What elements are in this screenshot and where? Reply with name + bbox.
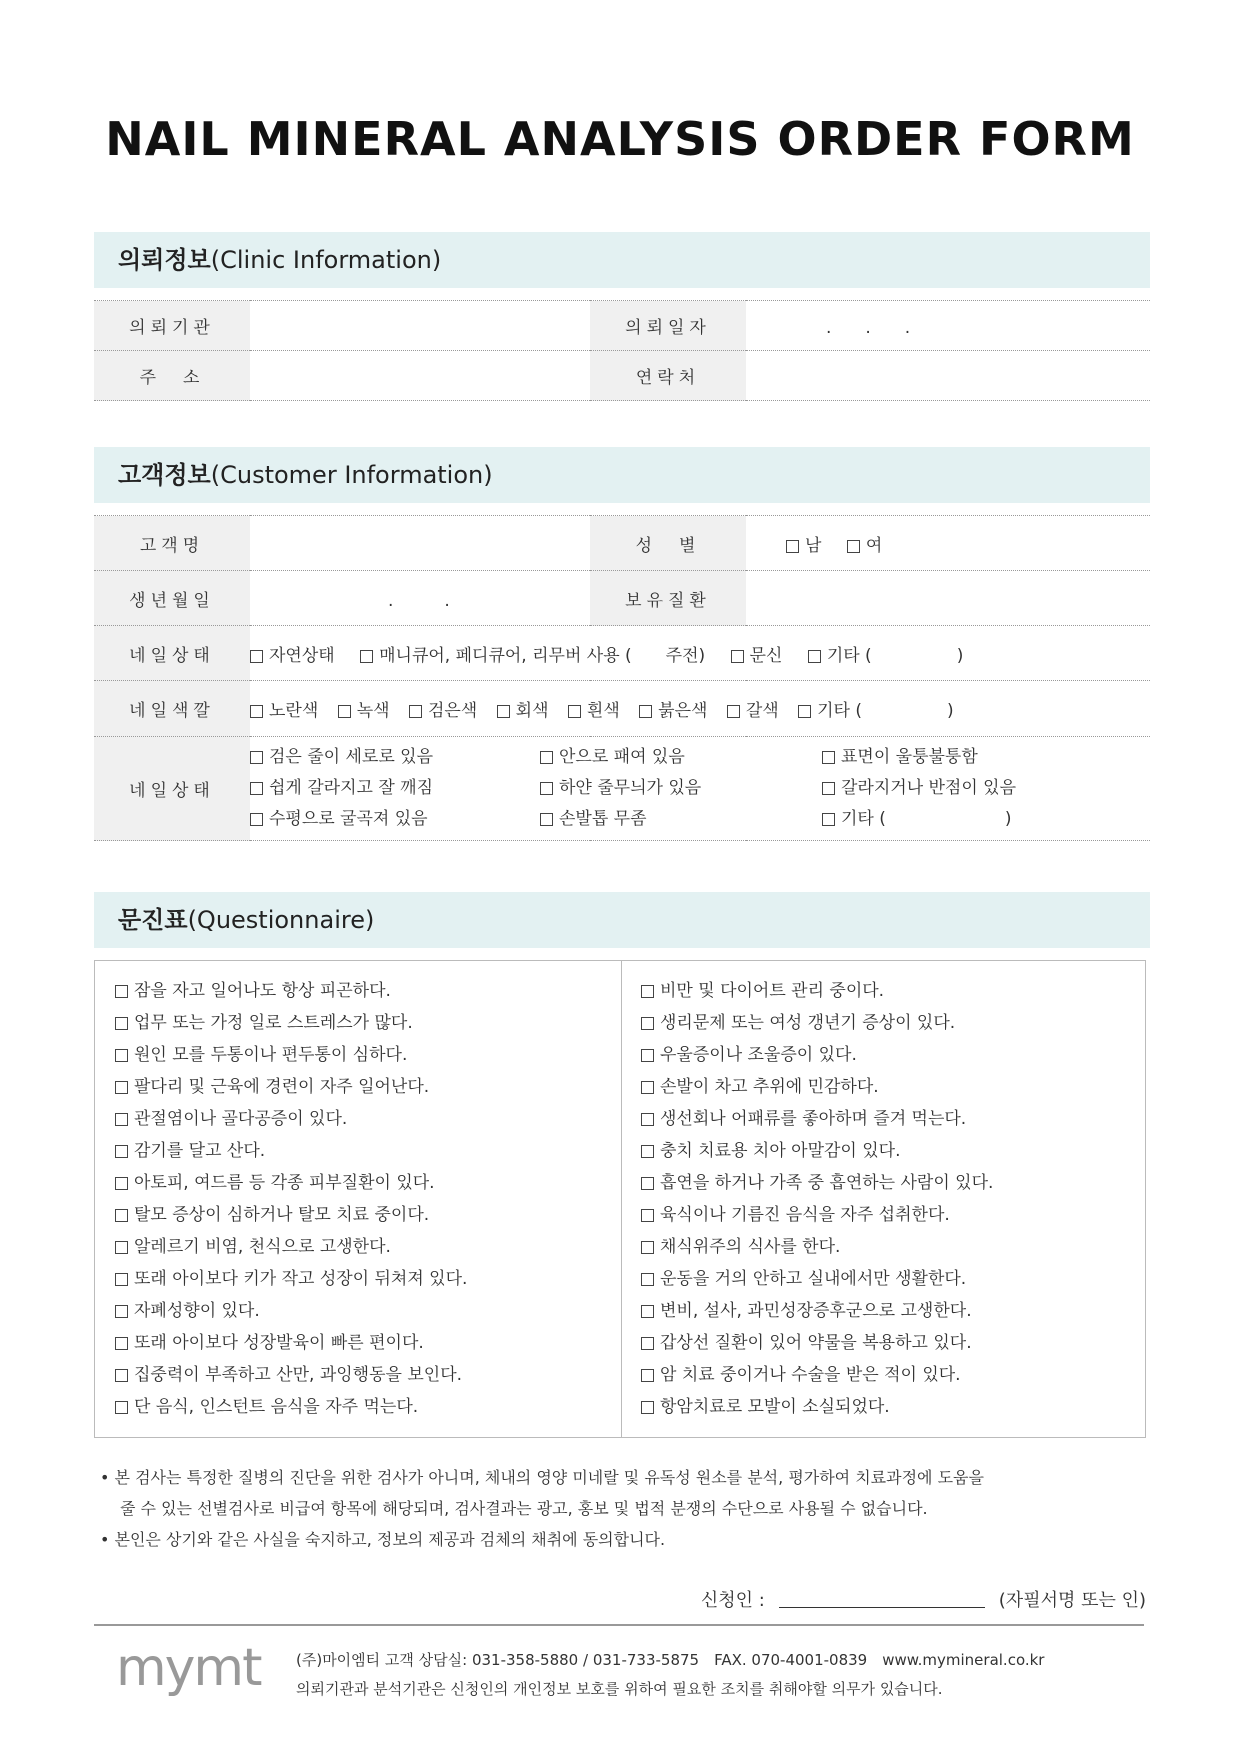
customer-heading-en: (Customer Information) xyxy=(210,461,493,489)
nail-color-option[interactable]: 기타 ( ) xyxy=(798,696,954,721)
nail-state2-option[interactable]: 기타 ( ) xyxy=(822,804,1016,835)
checkbox-icon[interactable] xyxy=(639,705,652,718)
footer-privacy: 의뢰기관과 분석기관은 신청인의 개인정보 보호를 위하여 필요한 조치를 취해야할 의무가 있습니다. xyxy=(296,1680,943,1698)
checkbox-icon[interactable] xyxy=(250,782,263,795)
questionnaire-box xyxy=(94,960,1146,1438)
note-line: • 본 검사는 특정한 질병의 진단을 위한 검사가 아니며, 체내의 영양 미네랄 및 유독성 원소를 분석, 평가하여 치료과정에 도움을 xyxy=(100,1468,984,1487)
clinic-table xyxy=(94,300,1150,401)
footer-divider xyxy=(94,1624,1144,1626)
question-item[interactable] xyxy=(115,975,467,1007)
sex-label: 성 별 xyxy=(590,516,746,571)
question-item[interactable] xyxy=(641,1167,993,1199)
question-item[interactable] xyxy=(641,975,993,1007)
notes xyxy=(100,1462,984,1555)
nail-state-option[interactable]: 자연상태 xyxy=(250,641,335,666)
question-text: 업무 또는 가정 일로 스트레스가 많다. xyxy=(134,1013,413,1033)
sex-male-option[interactable]: 남 xyxy=(786,531,821,556)
nail-state-option[interactable]: 문신 xyxy=(731,641,783,666)
question-text: 채식위주의 식사를 한다. xyxy=(660,1237,841,1257)
question-item[interactable] xyxy=(641,1007,993,1039)
customer-section-header xyxy=(94,447,1150,503)
question-item[interactable] xyxy=(115,1071,467,1103)
question-text: 잠을 자고 일어나도 항상 피곤하다. xyxy=(134,981,391,1001)
nail-color-option[interactable]: 회색 xyxy=(497,696,549,721)
nail-state-label: 네일상태 xyxy=(94,626,250,681)
name-field[interactable] xyxy=(250,516,590,571)
question-item[interactable] xyxy=(115,1231,467,1263)
question-item[interactable] xyxy=(641,1391,993,1423)
customer-heading-ko: 고객정보 xyxy=(118,461,211,489)
checkbox-icon[interactable] xyxy=(115,1401,128,1414)
nail-state2-option[interactable]: 갈라지거나 반점이 있음 xyxy=(822,773,1016,804)
question-text: 생리문제 또는 여성 갱년기 증상이 있다. xyxy=(660,1013,956,1033)
checkbox-icon[interactable] xyxy=(540,751,553,764)
signature-line[interactable] xyxy=(779,1589,985,1608)
nail-color-option[interactable]: 검은색 xyxy=(409,696,477,721)
checkbox-icon[interactable] xyxy=(808,650,821,663)
checkbox-icon[interactable] xyxy=(115,1241,128,1254)
question-text: 또래 아이보다 성장발육이 빠른 편이다. xyxy=(134,1333,424,1353)
clinic-heading-ko: 의뢰정보 xyxy=(118,246,211,274)
question-item[interactable] xyxy=(641,1135,993,1167)
date-field[interactable]: . . . xyxy=(746,301,1150,351)
name-label: 고객명 xyxy=(94,516,250,571)
checkbox-icon[interactable] xyxy=(641,1177,654,1190)
checkbox-icon[interactable] xyxy=(641,1017,654,1030)
signature-suffix: (자필서명 또는 인) xyxy=(998,1590,1146,1611)
nail-color-option[interactable]: 갈색 xyxy=(727,696,779,721)
checkbox-icon[interactable] xyxy=(641,1241,654,1254)
institution-field[interactable] xyxy=(250,301,590,351)
checkbox-icon[interactable] xyxy=(641,1273,654,1286)
question-text: 관절염이나 골다공증이 있다. xyxy=(134,1109,348,1129)
question-item[interactable] xyxy=(115,1135,467,1167)
question-item[interactable] xyxy=(115,1039,467,1071)
question-item[interactable] xyxy=(641,1199,993,1231)
checkbox-icon[interactable] xyxy=(641,985,654,998)
question-item[interactable] xyxy=(641,1263,993,1295)
checkbox-icon[interactable] xyxy=(641,1401,654,1414)
checkbox-icon[interactable] xyxy=(641,1369,654,1382)
question-item[interactable] xyxy=(641,1071,993,1103)
question-item[interactable] xyxy=(115,1295,467,1327)
checkbox-icon[interactable] xyxy=(115,1113,128,1126)
checkbox-icon[interactable] xyxy=(727,705,740,718)
question-text: 자폐성향이 있다. xyxy=(134,1301,260,1321)
nail-color-label: 네일색깔 xyxy=(94,681,250,737)
birth-label: 생년월일 xyxy=(94,571,250,626)
column-divider xyxy=(621,961,622,1437)
customer-table xyxy=(94,515,1150,841)
question-text: 손발이 차고 추위에 민감하다. xyxy=(660,1077,879,1097)
company-logo: mymt xyxy=(116,1638,261,1698)
checkbox-icon[interactable] xyxy=(568,705,581,718)
nail-state2-option[interactable]: 표면이 울퉁불퉁함 xyxy=(822,742,1016,773)
nail-color-option[interactable]: 노란색 xyxy=(250,696,318,721)
nail-color-option[interactable]: 녹색 xyxy=(338,696,390,721)
questionnaire-left-column xyxy=(115,975,467,1423)
question-item[interactable] xyxy=(641,1103,993,1135)
nail-color-option[interactable]: 붉은색 xyxy=(639,696,707,721)
questionnaire-heading-en: (Questionnaire) xyxy=(187,906,375,934)
nail-state2-option[interactable]: 수평으로 굴곡져 있음 xyxy=(250,804,540,835)
applicant-label: 신청인 : xyxy=(700,1590,765,1611)
questionnaire-section-header xyxy=(94,892,1150,948)
sex-female-option[interactable]: 여 xyxy=(847,531,882,556)
contact-field[interactable] xyxy=(746,351,1150,401)
form-title: NAIL MINERAL ANALYSIS ORDER FORM xyxy=(105,112,1135,166)
question-item[interactable] xyxy=(115,1103,467,1135)
date-label: 의뢰일자 xyxy=(590,301,746,351)
question-item[interactable] xyxy=(641,1327,993,1359)
checkbox-icon[interactable] xyxy=(115,1145,128,1158)
question-text: 우울증이나 조울증이 있다. xyxy=(660,1045,857,1065)
checkbox-icon[interactable] xyxy=(641,1337,654,1350)
checkbox-icon[interactable] xyxy=(540,782,553,795)
nail-state2-option[interactable]: 검은 줄이 세로로 있음 xyxy=(250,742,540,773)
question-text: 탈모 증상이 심하거나 탈모 치료 중이다. xyxy=(134,1205,430,1225)
birth-field[interactable]: . . xyxy=(250,571,590,626)
checkbox-icon[interactable] xyxy=(822,782,835,795)
question-text: 생선회나 어패류를 좋아하며 즐겨 먹는다. xyxy=(660,1109,967,1129)
checkbox-icon[interactable] xyxy=(115,1273,128,1286)
checkbox-icon[interactable] xyxy=(641,1145,654,1158)
checkbox-icon[interactable] xyxy=(115,1081,128,1094)
clinic-section-header xyxy=(94,232,1150,288)
question-text: 항암치료로 모발이 소실되었다. xyxy=(660,1397,890,1417)
checkbox-icon[interactable] xyxy=(641,1113,654,1126)
questionnaire-heading-ko: 문진표 xyxy=(118,906,188,934)
checkbox-icon[interactable] xyxy=(115,1369,128,1382)
address-label: 주 소 xyxy=(94,351,250,401)
nail-state-option[interactable]: 기타 ( ) xyxy=(808,641,964,666)
question-item[interactable] xyxy=(115,1007,467,1039)
question-item[interactable] xyxy=(115,1199,467,1231)
note-line: • 본인은 상기와 같은 사실을 숙지하고, 정보의 제공과 검체의 채취에 동의합니다. xyxy=(100,1530,666,1549)
checkbox-icon[interactable] xyxy=(847,540,860,553)
checkbox-icon[interactable] xyxy=(786,540,799,553)
checkbox-icon[interactable] xyxy=(250,650,263,663)
checkbox-icon[interactable] xyxy=(115,1177,128,1190)
question-text: 충치 치료용 치아 아말감이 있다. xyxy=(660,1141,901,1161)
checkbox-icon[interactable] xyxy=(360,650,373,663)
nail-color-option[interactable]: 흰색 xyxy=(568,696,620,721)
question-text: 알레르기 비염, 천식으로 고생한다. xyxy=(134,1237,391,1257)
address-field[interactable] xyxy=(250,351,590,401)
question-text: 흡연을 하거나 가족 중 흡연하는 사람이 있다. xyxy=(660,1173,994,1193)
checkbox-icon[interactable] xyxy=(115,1049,128,1062)
question-item[interactable] xyxy=(641,1231,993,1263)
note-line: 줄 수 있는 선별검사로 비급여 항목에 해당되며, 검사결과는 광고, 홍보 및 법적 분쟁의 수단으로 사용될 수 없습니다. xyxy=(120,1499,928,1518)
question-text: 변비, 설사, 과민성장증후군으로 고생한다. xyxy=(660,1301,972,1321)
nail-state2-option[interactable]: 쉽게 갈라지고 잘 깨짐 xyxy=(250,773,540,804)
checkbox-icon[interactable] xyxy=(822,813,835,826)
checkbox-icon[interactable] xyxy=(641,1305,654,1318)
question-item[interactable] xyxy=(115,1263,467,1295)
checkbox-icon[interactable] xyxy=(115,985,128,998)
question-text: 감기를 달고 산다. xyxy=(134,1141,266,1161)
checkbox-icon[interactable] xyxy=(115,1305,128,1318)
checkbox-icon[interactable] xyxy=(250,751,263,764)
question-item[interactable] xyxy=(641,1039,993,1071)
checkbox-icon[interactable] xyxy=(540,813,553,826)
checkbox-icon[interactable] xyxy=(641,1081,654,1094)
footer-contact: (주)마이엠티 고객 상담실: 031-358-5880 / 031-733-5875 FAX. 070-4001-0839 www.mymineral.co.kr xyxy=(296,1651,1045,1669)
question-item[interactable] xyxy=(115,1327,467,1359)
checkbox-icon[interactable] xyxy=(250,705,263,718)
question-text: 또래 아이보다 키가 작고 성장이 뒤쳐져 있다. xyxy=(134,1269,468,1289)
contact-label: 연락처 xyxy=(590,351,746,401)
question-text: 비만 및 다이어트 관리 중이다. xyxy=(660,981,885,1001)
checkbox-icon[interactable] xyxy=(822,751,835,764)
question-text: 원인 모를 두통이나 편두통이 심하다. xyxy=(134,1045,408,1065)
question-text: 아토피, 여드름 등 각종 피부질환이 있다. xyxy=(134,1173,435,1193)
question-text: 육식이나 기름진 음식을 자주 섭취한다. xyxy=(660,1205,950,1225)
checkbox-icon[interactable] xyxy=(641,1209,654,1222)
checkbox-icon[interactable] xyxy=(115,1337,128,1350)
question-item[interactable] xyxy=(641,1295,993,1327)
question-item[interactable] xyxy=(641,1359,993,1391)
nail-state2-option[interactable]: 손발톱 무좀 xyxy=(540,804,822,835)
nail-state2-option[interactable]: 하얀 줄무늬가 있음 xyxy=(540,773,822,804)
checkbox-icon[interactable] xyxy=(497,705,510,718)
question-text: 암 치료 중이거나 수술을 받은 적이 있다. xyxy=(660,1365,961,1385)
questionnaire-right-column xyxy=(641,975,993,1423)
checkbox-icon[interactable] xyxy=(250,813,263,826)
signature-area xyxy=(701,1586,1146,1612)
question-text: 팔다리 및 근육에 경련이 자주 일어난다. xyxy=(134,1077,430,1097)
nail-state2-label: 네일상태 xyxy=(94,737,250,841)
institution-label: 의뢰기관 xyxy=(94,301,250,351)
disease-field[interactable] xyxy=(746,571,1150,626)
checkbox-icon[interactable] xyxy=(731,650,744,663)
nail-state2-option[interactable]: 안으로 패여 있음 xyxy=(540,742,822,773)
question-item[interactable] xyxy=(115,1359,467,1391)
question-item[interactable] xyxy=(115,1167,467,1199)
question-text: 갑상선 질환이 있어 약물을 복용하고 있다. xyxy=(660,1333,972,1353)
nail-state-option[interactable]: 매니큐어, 페디큐어, 리무버 사용 ( 주전) xyxy=(360,641,705,666)
question-item[interactable] xyxy=(115,1391,467,1423)
checkbox-icon[interactable] xyxy=(641,1049,654,1062)
checkbox-icon[interactable] xyxy=(798,705,811,718)
question-text: 단 음식, 인스턴트 음식을 자주 먹는다. xyxy=(134,1397,419,1417)
checkbox-icon[interactable] xyxy=(115,1017,128,1030)
checkbox-icon[interactable] xyxy=(115,1209,128,1222)
question-text: 운동을 거의 안하고 실내에서만 생활한다. xyxy=(660,1269,967,1289)
checkbox-icon[interactable] xyxy=(338,705,351,718)
footer-text xyxy=(296,1646,1044,1704)
clinic-heading-en: (Clinic Information) xyxy=(210,246,442,274)
disease-label: 보유질환 xyxy=(590,571,746,626)
checkbox-icon[interactable] xyxy=(409,705,422,718)
question-text: 집중력이 부족하고 산만, 과잉행동을 보인다. xyxy=(134,1365,463,1385)
